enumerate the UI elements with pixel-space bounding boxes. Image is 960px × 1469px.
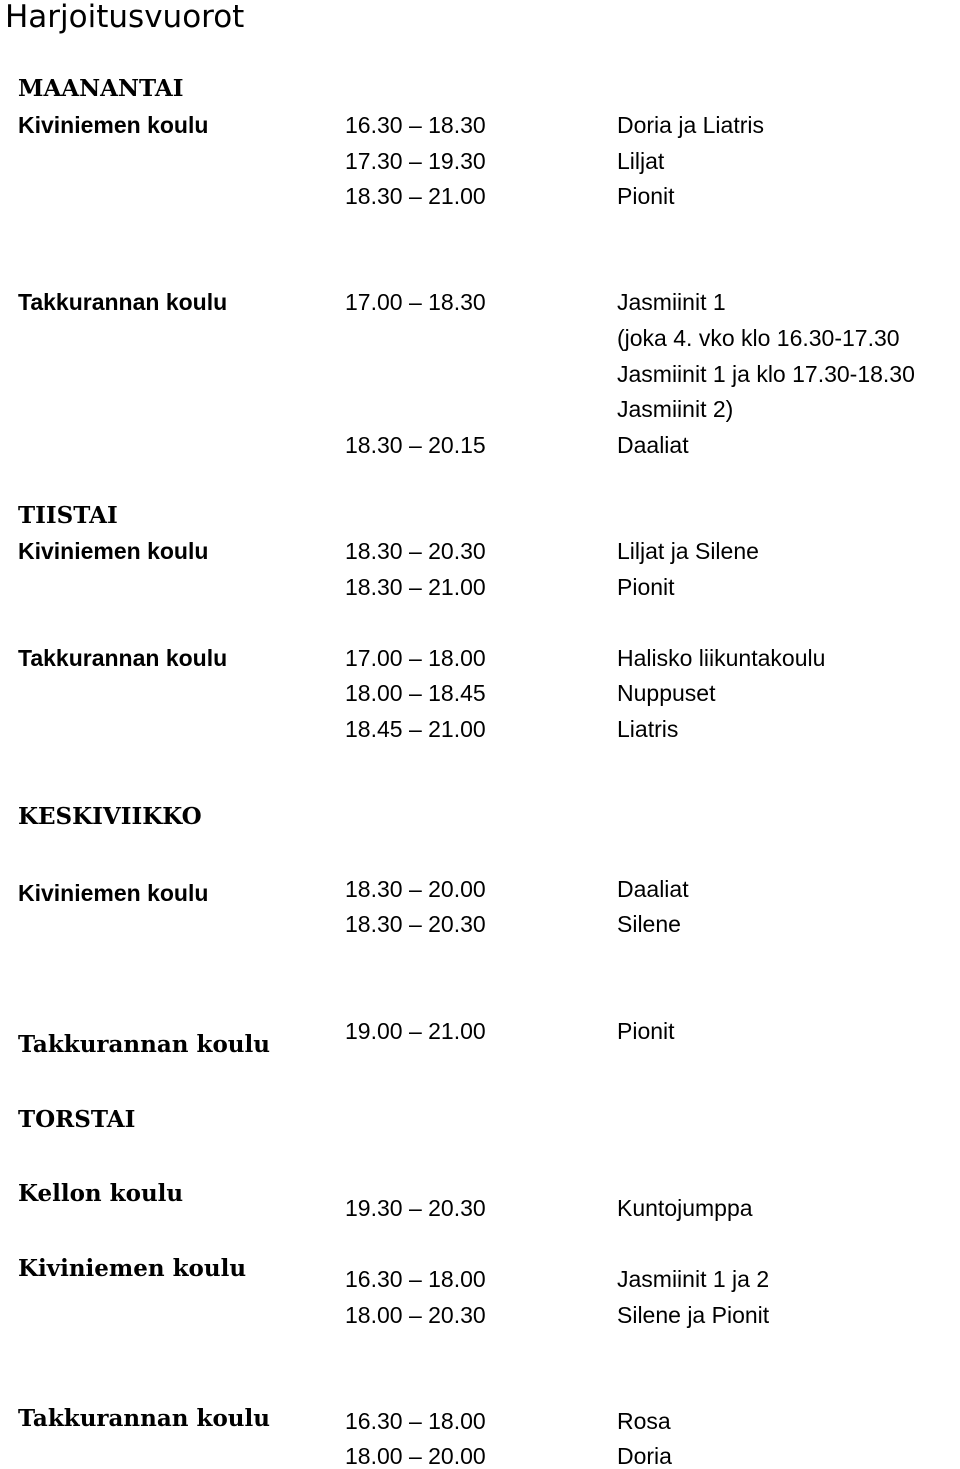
group-name: Liljat [617,148,665,174]
time-slot: 17.00 – 18.30 [345,289,486,315]
group-name: Rosa [617,1408,671,1434]
group-name: Silene [617,911,681,937]
group-name: Nuppuset [617,680,716,706]
group-name: Doria [617,1443,672,1469]
school-label-kiviniemi-thursday: Kiviniemen koulu [18,1255,247,1282]
group-name: Pionit [617,183,675,209]
group-name: Halisko liikuntakoulu [617,645,826,671]
time-slot: 19.30 – 20.30 [345,1195,486,1221]
group-name: Doria ja Liatris [617,112,764,138]
school-label-kiviniemi-wednesday: Kiviniemen koulu [18,880,209,906]
day-heading-wednesday: KESKIVIIKKO [18,803,202,830]
group-name: Silene ja Pionit [617,1302,770,1328]
time-slot: 17.30 – 19.30 [345,148,486,174]
school-label-takkuranta-monday: Takkurannan koulu [18,289,228,315]
group-name: Kuntojumppa [617,1195,753,1221]
time-slot: 18.30 – 20.30 [345,538,486,564]
group-name: Pionit [617,574,675,600]
day-heading-monday: MAANANTAI [18,75,184,102]
time-slot: 18.30 – 21.00 [345,183,486,209]
school-label-kello-thursday: Kellon koulu [18,1180,184,1207]
time-slot: 18.30 – 21.00 [345,574,486,600]
group-name: Liatris [617,716,679,742]
school-label-kiviniemi-tuesday: Kiviniemen koulu [18,538,209,564]
time-slot: 18.00 – 20.00 [345,1443,486,1469]
time-slot: 16.30 – 18.00 [345,1266,486,1292]
time-slot: 18.30 – 20.15 [345,432,486,458]
time-slot: 19.00 – 21.00 [345,1018,486,1044]
school-label-takkuranta-wednesday: Takkurannan koulu [18,1031,270,1058]
time-slot: 18.45 – 21.00 [345,716,486,742]
time-slot: 18.30 – 20.30 [345,911,486,937]
school-label-takkuranta-tuesday: Takkurannan koulu [18,645,228,671]
time-slot: 16.30 – 18.00 [345,1408,486,1434]
group-name: Jasmiinit 1 ja 2 [617,1266,770,1292]
page-title: Harjoitusvuorot [5,0,245,35]
time-slot: 18.00 – 20.30 [345,1302,486,1328]
time-slot: 18.30 – 20.00 [345,876,486,902]
group-note: Jasmiinit 2) [617,396,734,422]
group-note: (joka 4. vko klo 16.30-17.30 [617,325,900,351]
group-name: Liljat ja Silene [617,538,759,564]
group-name: Pionit [617,1018,675,1044]
day-heading-thursday: TORSTAI [18,1106,136,1133]
time-slot: 16.30 – 18.30 [345,112,486,138]
time-slot: 18.00 – 18.45 [345,680,486,706]
group-name: Daaliat [617,432,689,458]
school-label-takkuranta-thursday: Takkurannan koulu [18,1405,270,1432]
group-note: Jasmiinit 1 ja klo 17.30-18.30 [617,361,915,387]
school-label-kiviniemi-monday: Kiviniemen koulu [18,112,209,138]
time-slot: 17.00 – 18.00 [345,645,486,671]
group-name: Daaliat [617,876,689,902]
day-heading-tuesday: TIISTAI [18,502,118,529]
group-name: Jasmiinit 1 [617,289,726,315]
